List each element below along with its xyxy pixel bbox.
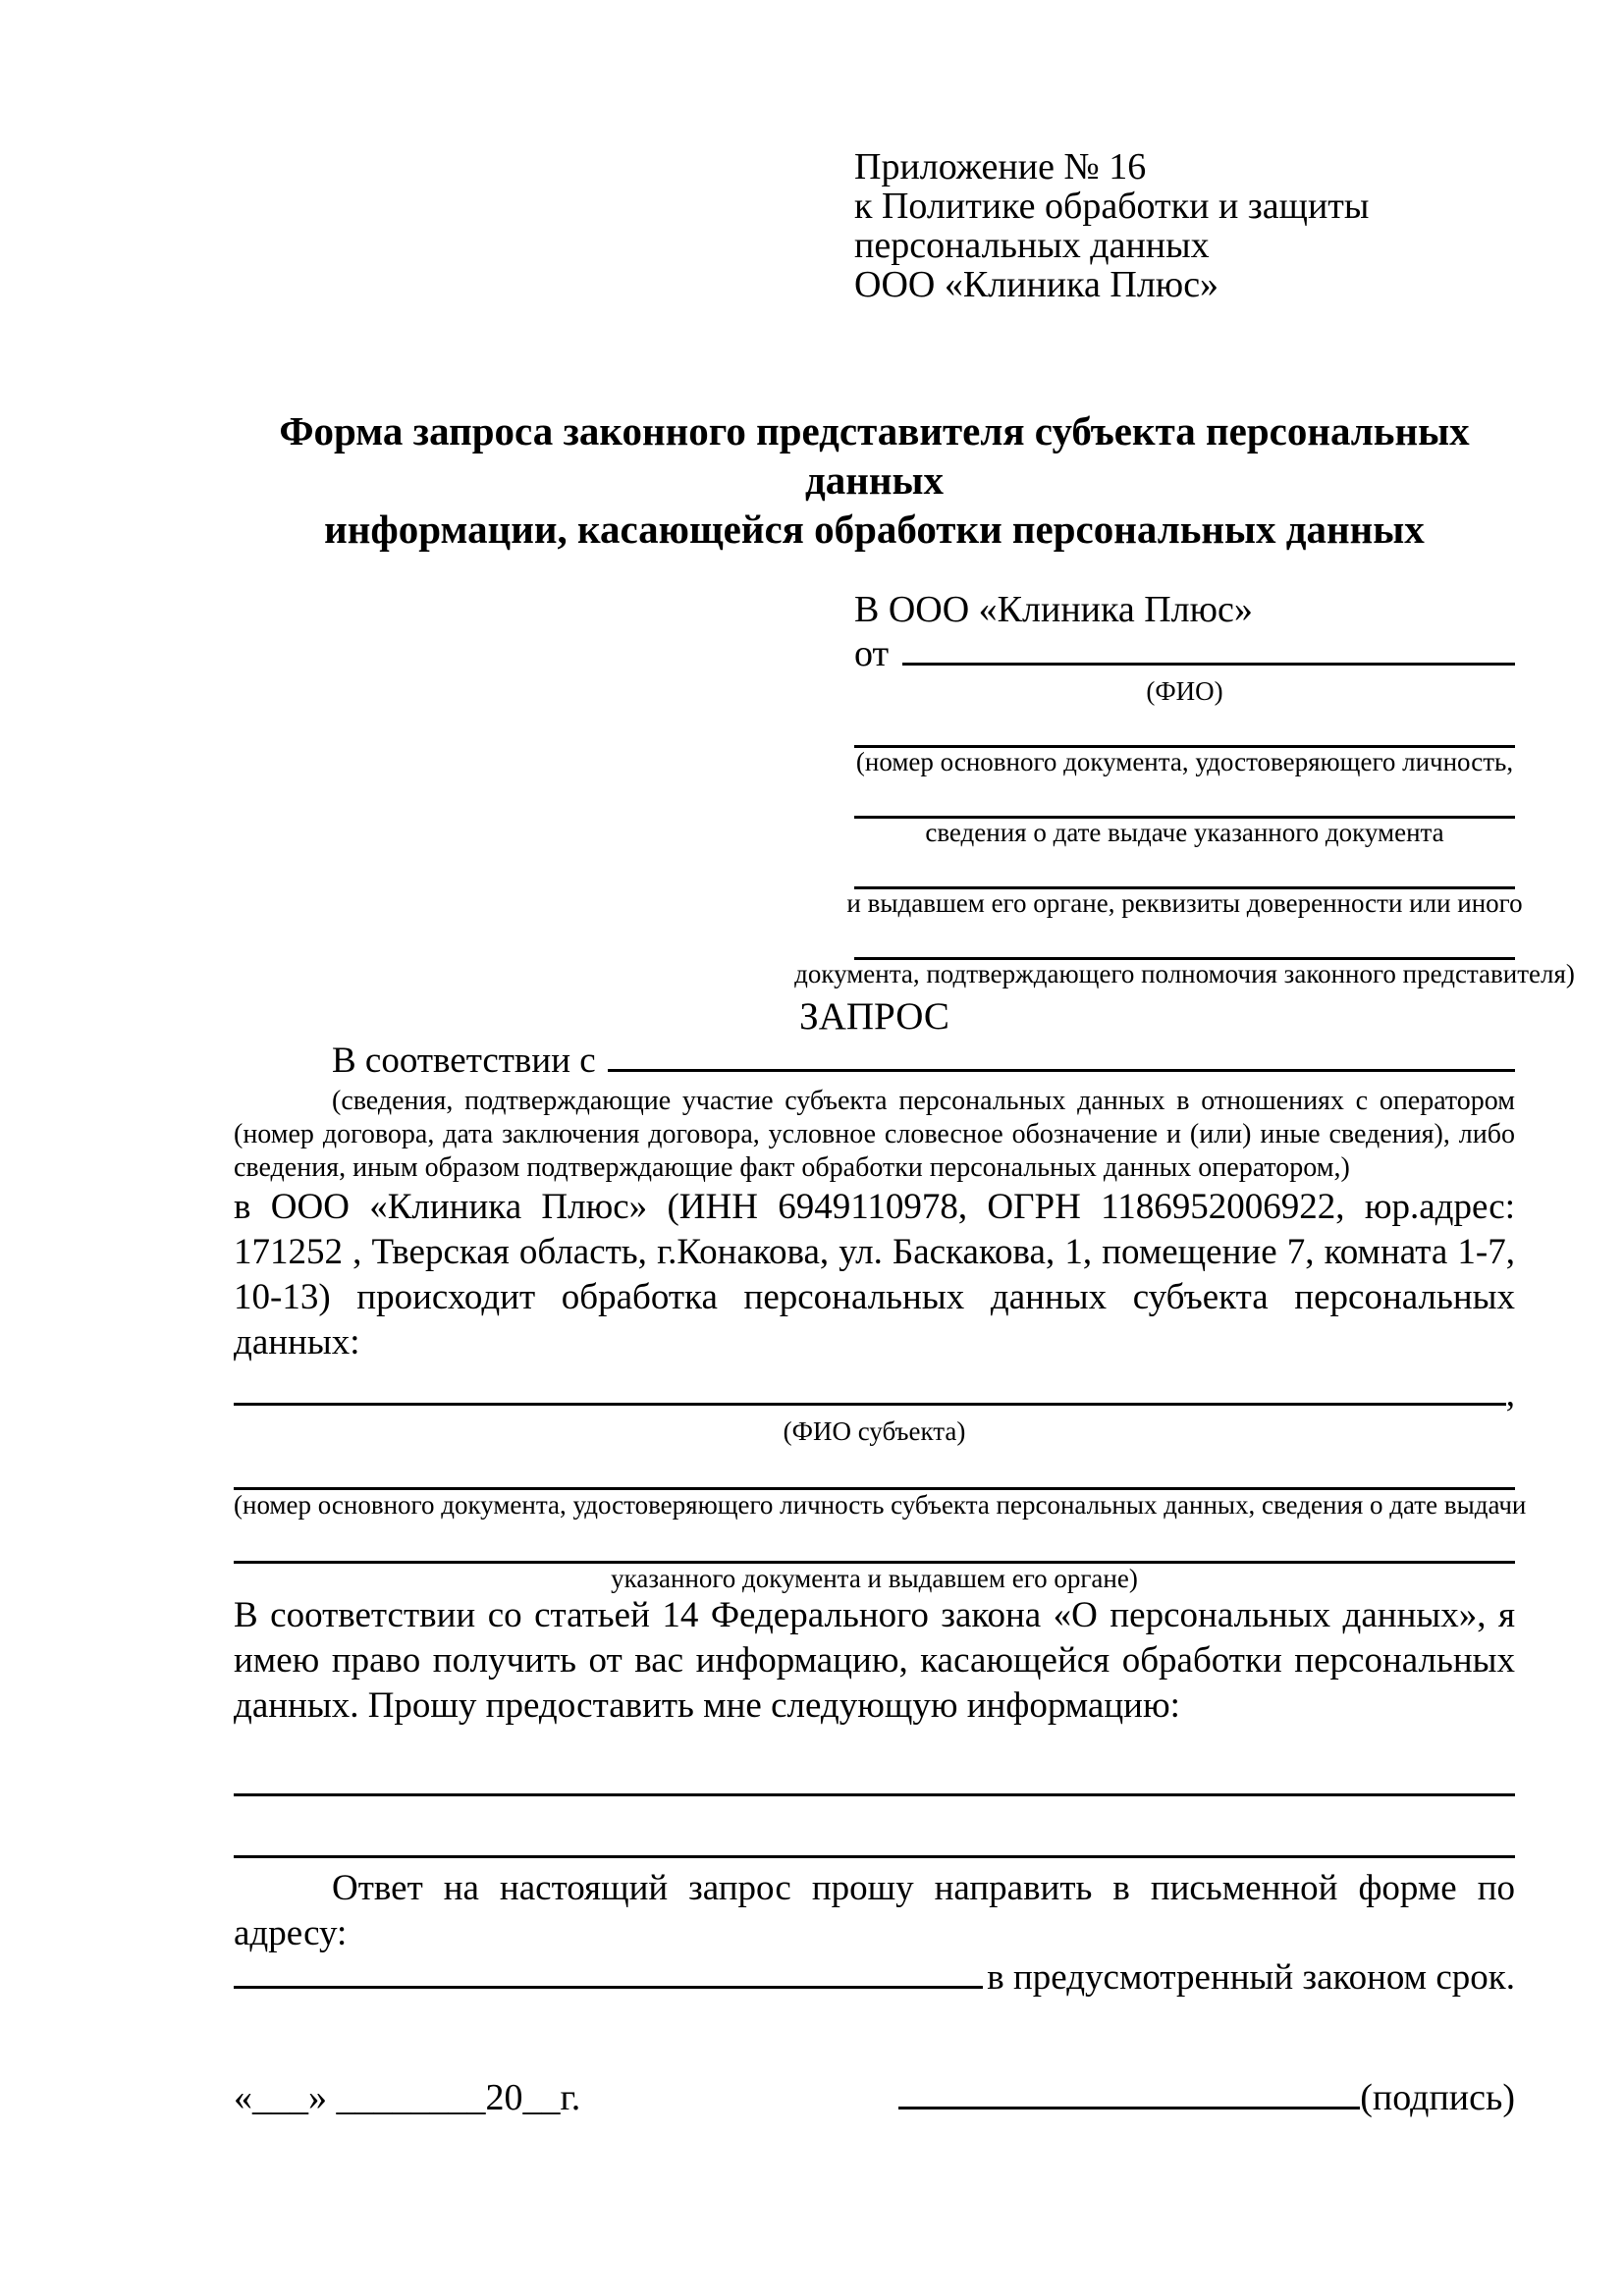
issue-date-blank-line [854,776,1515,819]
signature-row [234,2076,1515,2119]
law-paragraph: В соответствии со статьей 14 Федерального закона «О персональных данных», я имею право получить от вас информацию, касающейся обработки персональных данных. Прошу предоставить мне следующую информацию: [234,1595,1515,1726]
address-blank-line [234,1976,983,1989]
date-field: «___» ________20__г. [234,2077,581,2118]
subject-doc-blank-line-2 [234,1520,1515,1564]
issuing-authority-blank-line [854,847,1515,889]
recipient-block [794,587,1575,988]
from-label: от [854,633,890,674]
appendix-line-3: персональных данных [854,225,1210,266]
signature-line [898,2097,1360,2109]
issue-date-caption: сведения о дате выдаче указанного документа [925,818,1444,847]
basis-label: В соответствии с [332,1041,596,1081]
title-line-1: Форма запроса законного представителя субъекта персональных данных [279,408,1470,503]
authority-proof-blank-line [854,918,1515,960]
appendix-line-2: к Политике обработки и защиты [854,186,1370,227]
basis-blank-line [608,1059,1515,1072]
signature-caption: (подпись) [1360,2077,1515,2118]
answer-paragraph: Ответ на настоящий запрос прошу направить в письменной форме по адресу: [234,1868,1515,1953]
from-row [854,632,1515,677]
authority-proof-caption: документа, подтверждающего полномочия законного представителя) [794,959,1575,988]
signature-field [898,2076,1515,2119]
info-blank-line-1 [234,1750,1515,1796]
operator-paragraph: в ООО «Клиника Плюс» (ИНН 6949110978, ОГРН 1186952006922, юр.адрес: 171252 , Тверская область, г.Конакова, ул. Баскакова, 1, помещение 7, комната 1-7, 10-13) происходит обработка персональных данных субъекта персональных данных: [234,1187,1515,1362]
appendix-line-4: ООО «Клиника Плюс» [854,264,1219,305]
request-heading: ЗАПРОС [799,995,949,1038]
doc-number-caption: (номер основного документа, удостоверяющего личность, [855,747,1514,776]
subject-fio-caption: (ФИО субъекта) [783,1416,966,1446]
basis-caption: (сведения, подтверждающие участие субъекта персональных данных в отношениях с оператором (номер договора, дата заключения договора, условное словесное обозначение и (или) иные сведения), либо сведения, иным образом подтверждающие факт обработки персональных данных оператором,) [234,1086,1515,1183]
fio-caption: (ФИО) [1146,676,1223,706]
subject-fio-row [234,1373,1515,1416]
subject-doc-blank-line-1 [234,1446,1515,1490]
issuing-authority-caption: и выдавшем его органе, реквизиты доверенности или иного [846,888,1523,918]
address-row [234,1956,1515,2002]
answer-tail: в предусмотренный законом срок. [987,1957,1515,1998]
document-title [234,406,1515,554]
basis-row [234,1040,1515,1085]
recipient-to-line: В ООО «Клиника Плюс» [854,589,1253,630]
doc-number-blank-line [854,706,1515,748]
subject-fio-blank-line [234,1393,1506,1406]
appendix-line-1: Приложение № 16 [854,146,1147,187]
subject-fio-comma: , [1505,1374,1515,1415]
title-line-2: информации, касающейся обработки персональных данных [324,507,1425,552]
fio-blank-line [902,653,1515,666]
appendix-header [854,147,1515,304]
subject-doc-caption-2: указанного документа и выдавшем его органе) [611,1564,1138,1593]
info-blank-line-2 [234,1812,1515,1858]
subject-doc-caption-1: (номер основного документа, удостоверяющего личность субъекта персональных данных, сведения о дате выдачи [234,1490,1527,1520]
